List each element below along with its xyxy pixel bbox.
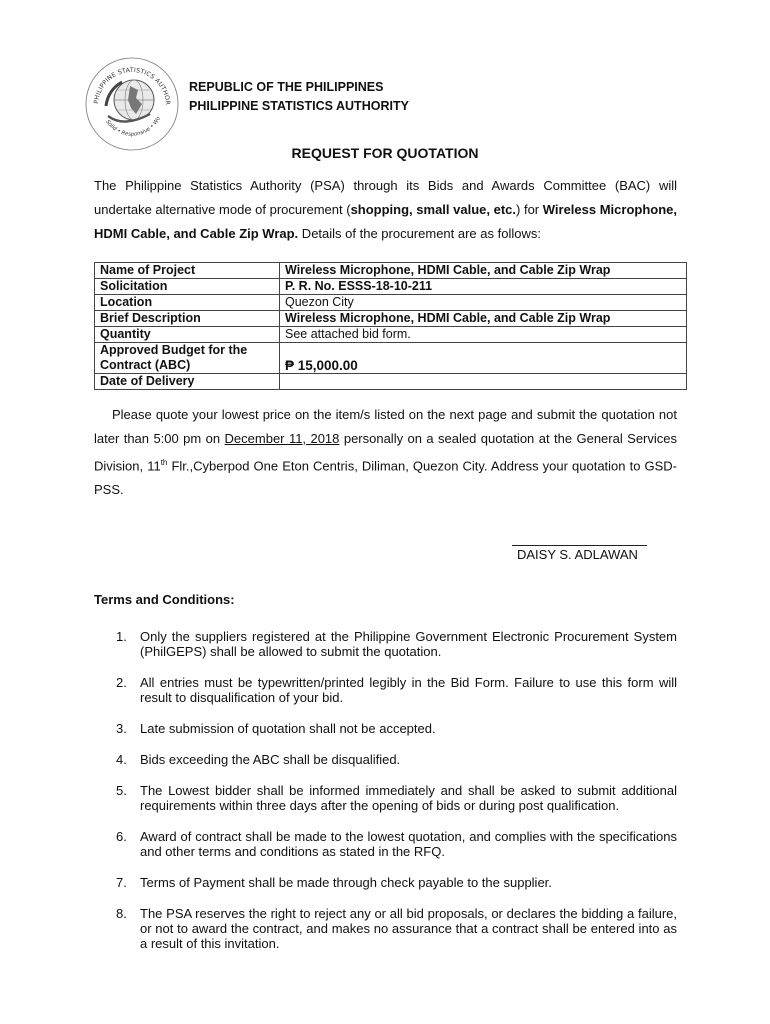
quotation-instructions bbox=[94, 403, 677, 502]
quote-text: personally on a sealed quotation at the General Services Division, 11 bbox=[94, 431, 677, 474]
table-row bbox=[95, 279, 687, 295]
details-label: Quantity bbox=[95, 327, 280, 343]
details-value: Wireless Microphone, HDMI Cable, and Cable Zip Wrap bbox=[280, 263, 687, 279]
details-label: Name of Project bbox=[95, 263, 280, 279]
details-label: Date of Delivery bbox=[95, 374, 280, 390]
quote-text: Flr.,Cyberpod One Eton Centris, Diliman, Quezon City. Address your quotation to GSD-PSS. bbox=[94, 458, 678, 498]
document-title: REQUEST FOR QUOTATION bbox=[291, 145, 479, 161]
list-item: 2. All entries must be typewritten/printed legibly in the Bid Form. Failure to use this form will result to disqualification of your bid. bbox=[116, 675, 677, 705]
details-label: Approved Budget for the Contract (ABC) bbox=[95, 343, 280, 374]
intro-text: Details of the procurement are as follows: bbox=[298, 226, 541, 241]
signatory-name: DAISY S. ADLAWAN bbox=[517, 547, 638, 562]
table-row bbox=[95, 374, 687, 390]
table-row bbox=[95, 295, 687, 311]
table-row bbox=[95, 327, 687, 343]
org-line-republic: REPUBLIC OF THE PHILIPPINES bbox=[189, 80, 384, 94]
list-item: 7. Terms of Payment shall be made through check payable to the supplier. bbox=[116, 875, 552, 890]
list-item: 4. Bids exceeding the ABC shall be disqualified. bbox=[116, 752, 401, 767]
signature-line bbox=[512, 545, 647, 546]
intro-text: The Philippine Statistics Authority (PSA) through its Bids and Awards Committee (BAC) will undertake alternative mode of procurement ( bbox=[94, 178, 677, 217]
list-item: 1. Only the suppliers registered at the Philippine Government Electronic Procurement System (PhilGEPS) shall be allowed to submit the quotation. bbox=[116, 629, 677, 659]
intro-paragraph bbox=[94, 174, 677, 246]
details-value: P. R. No. ESSS-18-10-211 bbox=[280, 279, 687, 295]
quote-text: Please quote your lowest price on the item/s listed on the next page and submit the quotation not later than 5:00 pm on bbox=[94, 407, 677, 446]
table-row bbox=[95, 311, 687, 327]
table-row bbox=[95, 263, 687, 279]
list-item: 3. Late submission of quotation shall not be accepted. bbox=[116, 721, 436, 736]
list-item: 8. The PSA reserves the right to reject any or all bid proposals, or declares the bidding a failure, or not to award the contract, and makes no assurance that a contract shall be entered into as a result of this invitation. bbox=[116, 906, 677, 951]
details-value: Quezon City bbox=[280, 295, 687, 311]
org-line-psa: PHILIPPINE STATISTICS AUTHORITY bbox=[189, 99, 409, 113]
psa-seal-logo bbox=[84, 56, 180, 152]
details-label: Solicitation bbox=[95, 279, 280, 295]
procurement-mode: shopping, small value, etc. bbox=[350, 202, 517, 217]
list-item: 5. The Lowest bidder shall be informed immediately and shall be asked to submit additional requirements within three days after the opening of bids or during post qualification. bbox=[116, 783, 677, 813]
details-label: Location bbox=[95, 295, 280, 311]
floor-suffix: th bbox=[160, 458, 168, 467]
list-item: 6. Award of contract shall be made to the lowest quotation, and complies with the specifications and other terms and conditions as stated in the RFQ. bbox=[116, 829, 677, 859]
details-value: See attached bid form. bbox=[280, 327, 687, 343]
svg-text:Solid • Responsive • World-cla: Solid • Responsive • Wo bbox=[104, 115, 162, 138]
organization-header bbox=[189, 78, 409, 116]
terms-list bbox=[94, 629, 677, 951]
details-value: Wireless Microphone, HDMI Cable, and Cable Zip Wrap bbox=[280, 311, 687, 327]
terms-heading: Terms and Conditions: bbox=[94, 592, 235, 607]
procured-items: Wireless Microphone, HDMI Cable, and Cable Zip Wrap. bbox=[94, 202, 678, 241]
abc-amount: ₱ 15,000.00 bbox=[280, 343, 687, 374]
intro-text: ) for bbox=[516, 202, 543, 217]
procurement-details-table bbox=[94, 262, 687, 390]
details-value bbox=[280, 374, 687, 390]
submission-deadline: December 11, 2018 bbox=[224, 431, 340, 446]
table-row bbox=[95, 343, 687, 374]
details-label: Brief Description bbox=[95, 311, 280, 327]
svg-text:PHILIPPINE STATISTICS AUTHORIT: PHILIPPINE STATISTICS AUTHOR bbox=[93, 66, 172, 106]
